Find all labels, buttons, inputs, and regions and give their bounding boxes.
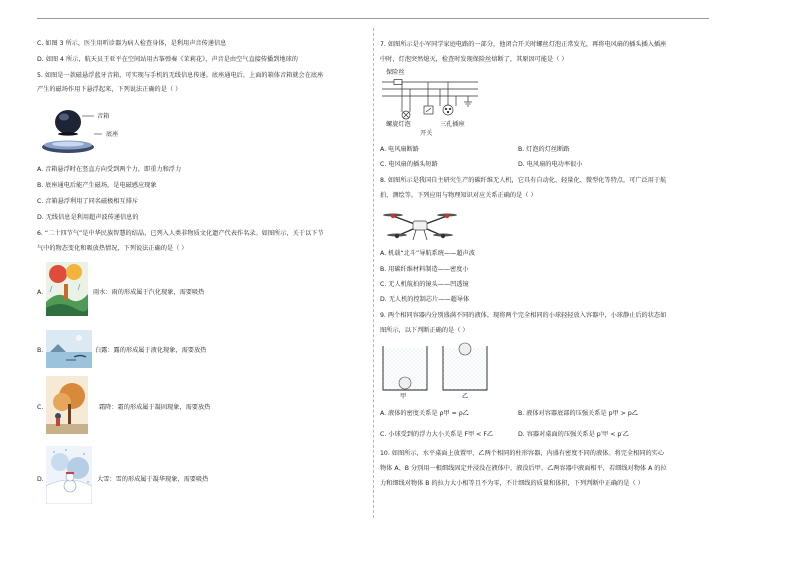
q8-stem-line1: 8. 如图所示是我国自主研究生产的碳纤维无人机，它具有自动化、轻量化、微型化等特点，可广泛用于航 <box>380 177 667 184</box>
q6-stem-line1: 6. “二十四节气”是中华民族智慧的结晶，已列入人类非物质文化遗产代表作名录。如图所示，关于以下节 <box>37 230 324 237</box>
q7-option-d: D. 电风扇的电功率很小 <box>518 161 583 168</box>
q6-option-d-text: 大雪：雪的形成属于凝华现象，需要吸热 <box>97 476 209 483</box>
two-containers-figure <box>381 340 491 392</box>
q7-option-c: C. 电风扇的插头短路 <box>380 161 438 168</box>
label-fuse: 保险丝 <box>386 69 405 76</box>
label-base: 底座 <box>106 131 119 138</box>
q7-option-a: A. 电风扇断路 <box>380 146 419 153</box>
q5-option-d: D. 无线信息是利用超声波传递信息的 <box>37 214 139 221</box>
q6-option-a-text: 雨水：雨的形成属于汽化现象，需要吸热 <box>93 289 205 296</box>
q5-option-b: B. 底座通电后能产生磁场，是电磁感应现象 <box>37 182 157 189</box>
q9-option-c: C. 小球受到的浮力大小关系是 F甲 < F乙 <box>380 431 494 438</box>
rain-water-picture <box>46 262 88 316</box>
label-container-yi: 乙 <box>462 393 469 400</box>
q5-stem-line2: 产生的磁场作用下悬浮起来，下列说法正确的是（ ） <box>37 86 182 93</box>
major-snow-picture <box>46 446 92 504</box>
q9-stem-line1: 9. 两个相同容器内分别盛满不同的液体，现将两个完全相同的小球轻轻放入容器中，小球静止后的状态如 <box>380 312 667 319</box>
q6-stem-line2: 气中的物态变化和吸放热情况，下列说法正确的是（ ） <box>37 245 188 252</box>
label-three-hole-socket: 三孔插座 <box>440 121 465 128</box>
q10-stem-line3: 力和细线对物体 B 的拉力大小相等且不为零，不计细线的质量和体积，下列判断中正确的是（ ） <box>380 480 644 487</box>
q9-option-a: A. 液体的密度关系是 ρ甲 = ρ乙 <box>380 410 469 417</box>
q8-option-c: C. 无人机航拍的镜头——凹透镜 <box>380 281 469 288</box>
q5-option-a: A. 音箱悬浮时在竖直方向受到两个力，即重力和浮力 <box>37 166 182 173</box>
white-dew-picture <box>46 330 92 368</box>
q6-option-a-letter: A. <box>37 289 44 296</box>
q7-stem-line1: 7. 如图所示是小军同学家庭电路的一部分，他闭合开关时螺丝灯泡正常发光，再将电风扇的插头插入插座 <box>380 41 667 48</box>
carbon-fiber-drone-figure <box>381 206 459 246</box>
q9-option-d: D. 容器对桌面的压强关系是 p′甲 < p′乙 <box>518 431 629 438</box>
label-switch: 开关 <box>420 130 433 137</box>
q4-option-c: C. 如图 3 所示，医生用听诊器为病人检查身体，是利用声音传递信息 <box>37 40 227 47</box>
q10-stem-line1: 10. 如图所示，水平桌面上放置甲、乙两个相同的柱形容器，内盛有密度不同的液体。将完全相同的实心 <box>380 450 665 457</box>
q6-option-d-letter: D. <box>37 476 44 483</box>
column-divider <box>373 28 374 518</box>
q8-option-d: D. 无人机的控制芯片——超导体 <box>380 296 470 303</box>
page-top-rule <box>37 18 709 19</box>
q8-stem-line2: 拍、测绘等。下列应用与物理知识对应关系正确的是（ ） <box>380 192 537 199</box>
q6-option-c-letter: C. <box>37 404 44 411</box>
q10-stem-line2: 物体 A、B 分别用一根细线固定并浸没在液体中，液没后甲、乙两容器中液面相平，若细线对物体 A 的拉 <box>380 465 667 472</box>
q6-option-b-letter: B. <box>37 347 44 354</box>
q8-option-b: B. 用碳纤维材料制造——密度小 <box>380 266 469 273</box>
q7-stem-line2: 中时，灯泡突然熄灭，检查时发现保险丝熔断了，其原因可能是（ ） <box>380 56 568 63</box>
q5-option-c: C. 音箱悬浮利用了同名磁极相互排斥 <box>37 198 139 205</box>
label-container-jia: 甲 <box>400 393 407 400</box>
q8-option-a: A. 机载“北斗”导航系统——超声波 <box>380 250 475 257</box>
q9-option-b: B. 液体对容器底部的压强关系是 p甲 > p乙 <box>518 410 638 417</box>
q6-option-c-text: 霜降：霜的形成属于凝固现象，需要放热 <box>99 404 211 411</box>
q4-option-d: D. 如图 4 所示，航天员王亚平在空间站用古筝弹奏《茉莉花》，声音是由空气直接传播到地球的 <box>37 56 298 63</box>
q7-option-b: B. 灯泡的灯丝断路 <box>518 146 570 153</box>
label-screw-bulb: 螺旋灯泡 <box>386 121 411 128</box>
label-speaker: 音箱 <box>97 113 110 120</box>
q9-stem-line2: 图所示，以下判断正确的是（ ） <box>380 327 469 334</box>
q5-stem-line1: 5. 如图是一款磁悬浮蓝牙音箱，可实现与手机的无线信息传递。底座通电后，上面的箱体音箱就会在底座 <box>37 72 324 79</box>
frost-descent-picture <box>46 376 88 434</box>
q6-option-b-text: 白露：露的形成属于液化现象，需要放热 <box>95 347 207 354</box>
